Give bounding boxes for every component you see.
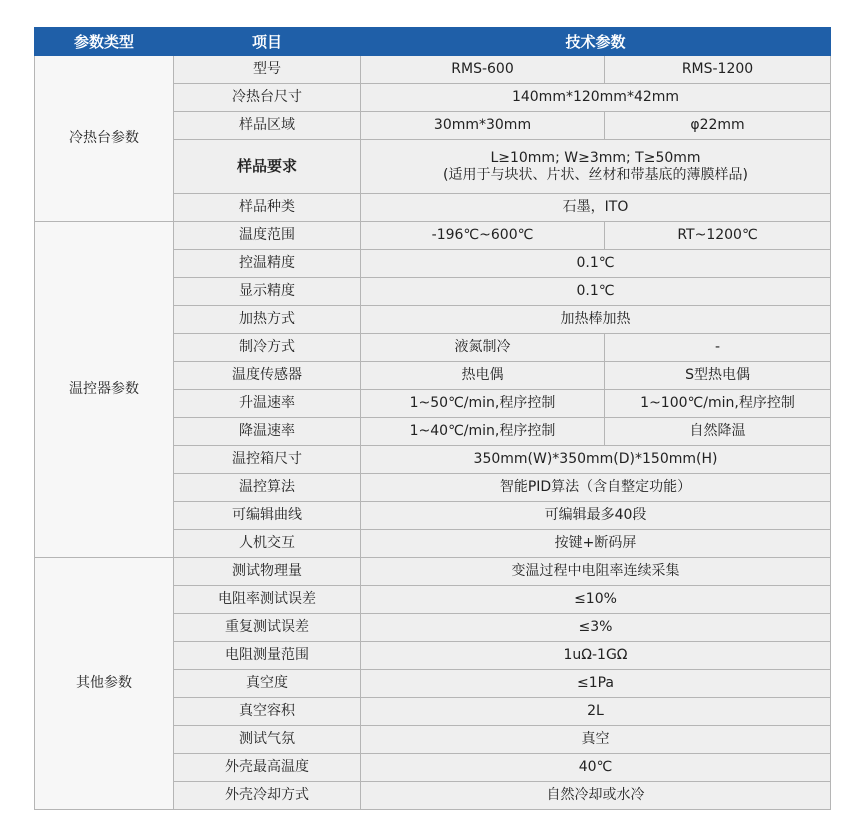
value-cell: RT~1200℃ [605,222,831,250]
value-cell: 真空 [361,726,831,754]
item-cell: 样品种类 [174,194,361,222]
value-cell: RMS-600 [361,56,605,84]
value-cell: RMS-1200 [605,56,831,84]
value-cell: ≤3% [361,614,831,642]
spec-table [34,27,831,810]
value-cell: 液氮制冷 [361,334,605,362]
item-cell: 加热方式 [174,306,361,334]
item-cell: 人机交互 [174,530,361,558]
item-cell: 外壳最高温度 [174,754,361,782]
table-row [35,558,831,586]
value-cell: 0.1℃ [361,278,831,306]
item-cell: 真空容积 [174,698,361,726]
sample-requirement-line1: L≥10mm; W≥3mm; T≥50mm [490,149,701,166]
header-param-type: 参数类型 [35,28,174,56]
item-cell: 冷热台尺寸 [174,84,361,112]
sample-requirement-line2: (适用于与块状、片状、丝材和带基底的薄膜样品) [443,166,748,183]
item-cell: 降温速率 [174,418,361,446]
value-cell: 石墨，ITO [361,194,831,222]
value-cell: -196℃~600℃ [361,222,605,250]
item-cell: 型号 [174,56,361,84]
value-cell: S型热电偶 [605,362,831,390]
item-cell: 制冷方式 [174,334,361,362]
group-label-controller: 温控器参数 [35,222,174,558]
item-cell: 显示精度 [174,278,361,306]
item-cell: 温控箱尺寸 [174,446,361,474]
item-cell: 可编辑曲线 [174,502,361,530]
value-cell: 1~100℃/min,程序控制 [605,390,831,418]
item-cell: 电阻测量范围 [174,642,361,670]
item-cell: 控温精度 [174,250,361,278]
item-cell: 外壳冷却方式 [174,782,361,810]
value-cell: ≤1Pa [361,670,831,698]
value-cell: 自然降温 [605,418,831,446]
header-tech-params: 技术参数 [361,28,831,56]
value-cell: 2L [361,698,831,726]
item-cell: 测试气氛 [174,726,361,754]
value-cell: - [605,334,831,362]
item-cell: 温控算法 [174,474,361,502]
value-cell: 40℃ [361,754,831,782]
value-cell: 加热棒加热 [361,306,831,334]
value-cell: 1~40℃/min,程序控制 [361,418,605,446]
value-cell: 可编辑最多40段 [361,502,831,530]
value-cell: φ22mm [605,112,831,140]
item-cell: 电阻率测试误差 [174,586,361,614]
value-cell: 按键+断码屏 [361,530,831,558]
table-row [35,56,831,84]
value-cell: 热电偶 [361,362,605,390]
item-cell: 升温速率 [174,390,361,418]
value-cell: 1~50℃/min,程序控制 [361,390,605,418]
value-cell: 自然冷却或水冷 [361,782,831,810]
value-cell: 智能PID算法（含自整定功能） [361,474,831,502]
item-cell: 样品要求 [174,140,361,194]
value-cell: 0.1℃ [361,250,831,278]
value-cell: 1uΩ-1GΩ [361,642,831,670]
item-cell: 温度范围 [174,222,361,250]
item-cell: 测试物理量 [174,558,361,586]
group-label-stage: 冷热台参数 [35,56,174,222]
value-cell: 140mm*120mm*42mm [361,84,831,112]
group-label-other: 其他参数 [35,558,174,810]
value-cell: 变温过程中电阻率连续采集 [361,558,831,586]
item-cell: 温度传感器 [174,362,361,390]
value-cell [361,140,831,194]
item-cell: 真空度 [174,670,361,698]
value-cell: 30mm*30mm [361,112,605,140]
header-item: 项目 [174,28,361,56]
table-row [35,222,831,250]
header-row [35,28,831,56]
item-cell: 重复测试误差 [174,614,361,642]
value-cell: ≤10% [361,586,831,614]
item-cell: 样品区域 [174,112,361,140]
value-cell: 350mm(W)*350mm(D)*150mm(H) [361,446,831,474]
